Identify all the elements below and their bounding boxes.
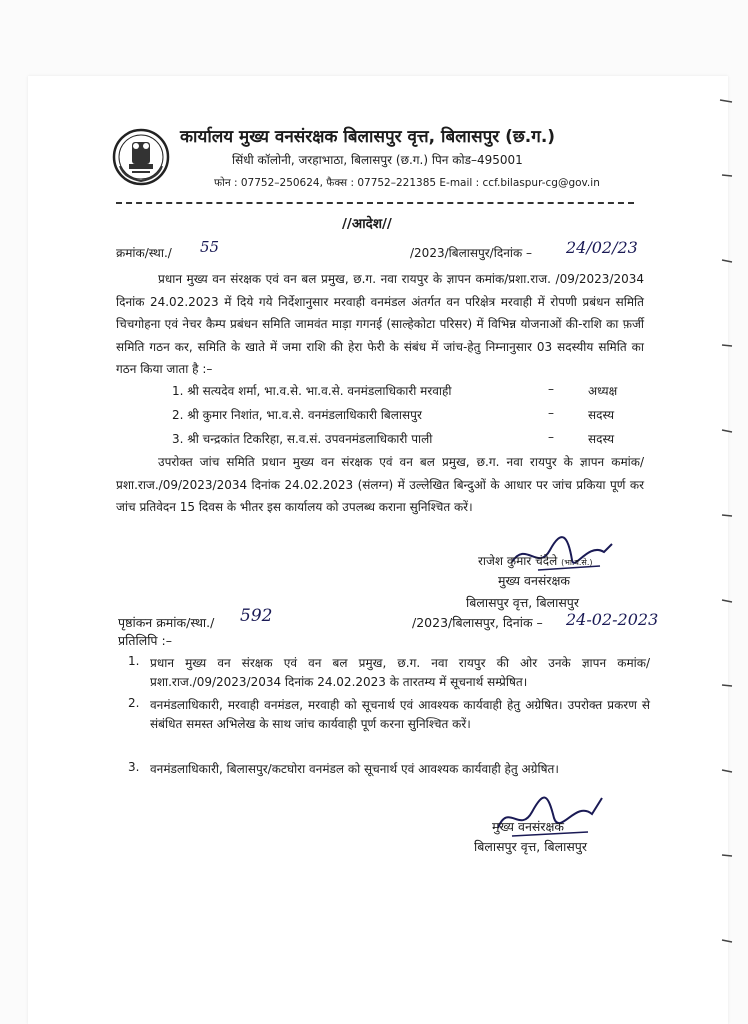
order-heading: //आदेश// [342,216,392,232]
reference-handwritten-number: 55 [200,238,220,256]
member-2-role: सदस्य [588,408,615,422]
state-emblem-icon [112,128,170,186]
endorsement-dated: /2023/बिलासपुर, दिनांक – [412,615,543,630]
signatory-name: राजेश कुमार चंदेले (भा.व.से.) [478,554,593,568]
order-paragraph: प्रधान मुख्य वन संरक्षक एवं वन बल प्रमुख, छ.ग. नवा रायपुर के ज्ञापन कमांक/प्रशा.राज. /09/2023/2034 दिनांक 24.02.2023 में दिये गये निर्देशानुसार मरवाही वनमंडल अंतर्गत वन परिक्षेत्र मरवाही में रोपणी प्रबंधन समिति चिचगोहना एवं नेचर कैम्प प्रबंधन समिति जामवंत माड़ा गगनई (साल्हेकोटा परिसर) में विभिन्न योजनाओं की-राशि का फ़र्जी समिति गठन कर, समिति के खाते में जमा राशि की हेरा फेरी के संबंध में जांच-हेतु निम्नानुसार 03 सदस्यीय समिति का गठन किया जाता है :– [116,272,644,376]
copy-heading: प्रतिलिपि :– [118,633,172,648]
endorsement-handwritten-number: 592 [240,606,273,626]
copy-1-number: 1. [128,654,140,668]
reference-handwritten-date: 24/02/23 [566,238,638,257]
copy-3-text: वनमंडलाधिकारी, बिलासपुर/कटघोरा वनमंडल को सूचनार्थ एवं आवश्यक कार्यवाही हेतु अग्रेषित। [150,762,559,776]
signatory-2-designation: मुख्य वनसंरक्षक [492,819,565,834]
copy-3-number: 3. [128,760,140,774]
copy-2-number: 2. [128,696,140,710]
member-3-role: सदस्य [588,432,615,446]
copy-1-text: प्रधान मुख्य वन संरक्षक एवं वन बल प्रमुख, छ.ग. नवा रायपुर की ओर उनके ज्ञापन कमांक/प्रशा.राज./09/2023/2034 दिनांक 24.02.2023 के तारतम्य में सूचनार्थ सम्प्रेषित। [150,656,650,689]
member-2-dash: – [548,406,554,420]
member-3-dash: – [548,430,554,444]
signatory-2-office: बिलासपुर वृत्त, बिलासपुर [474,839,588,854]
endorsement-handwritten-date: 24-02-2023 [566,610,659,629]
office-contact: फोन : 07752–250624, फैक्स : 07752–221385 E-mail : ccf.bilaspur-cg@gov.in [214,177,600,189]
signatory-designation: मुख्य वनसंरक्षक [498,573,571,588]
member-2: 2. श्री कुमार निशांत, भा.व.से. वनमंडलाधिकारी बिलासपुर [172,408,422,422]
office-title: कार्यालय मुख्य वनसंरक्षक बिलासपुर वृत्त, बिलासपुर (छ.ग.) [180,127,556,147]
member-3: 3. श्री चन्द्रकांत टिकरिहा, स.व.सं. उपवनमंडलाधिकारी पाली [172,432,433,446]
edge-binding-marks [710,0,740,1024]
endorsement-label: पृष्ठांकन क्रमांक/स्था./ [118,615,215,630]
committee-paragraph: उपरोक्त जांच समिति प्रधान मुख्य वन संरक्षक एवं वन बल प्रमुख, छ.ग. नवा रायपुर के ज्ञापन कमांक/प्रशा.राज./09/2023/2034 दिनांक 24.02.2023 (संलग्न) में उल्लेखित बिन्दुओं के आधार पर जांच प्रकिया पूर्ण कर जांच प्रतिवेदन 15 दिवस के भीतर इस कार्यालय को उपलब्ध कराना सुनिश्चित करें। [116,455,644,514]
member-1: 1. श्री सत्यदेव शर्मा, भा.व.से. भा.व.से. वनमंडलाधिकारी मरवाही [172,384,452,398]
office-address: सिंधी कॉलोनी, जरहाभाठा, बिलासपुर (छ.ग.) पिन कोड–495001 [232,153,523,167]
signatory-office: बिलासपुर वृत्त, बिलासपुर [466,595,580,610]
copy-2-text: वनमंडलाधिकारी, मरवाही वनमंडल, मरवाही को सूचनार्थ एवं आवश्यक कार्यवाही हेतु अग्रेषित। उपरोक्त प्रकरण से संबंधित समस्त अभिलेख के साथ जांच कार्यवाही पूर्ण करना सुनिश्चित करें। [150,698,650,731]
member-1-role: अध्यक्ष [588,384,618,398]
reference-label: क्रमांक/स्था./ [116,246,172,260]
member-1-dash: – [548,382,554,396]
header-divider [116,202,634,204]
reference-dated: /2023/बिलासपुर/दिनांक – [410,246,532,260]
